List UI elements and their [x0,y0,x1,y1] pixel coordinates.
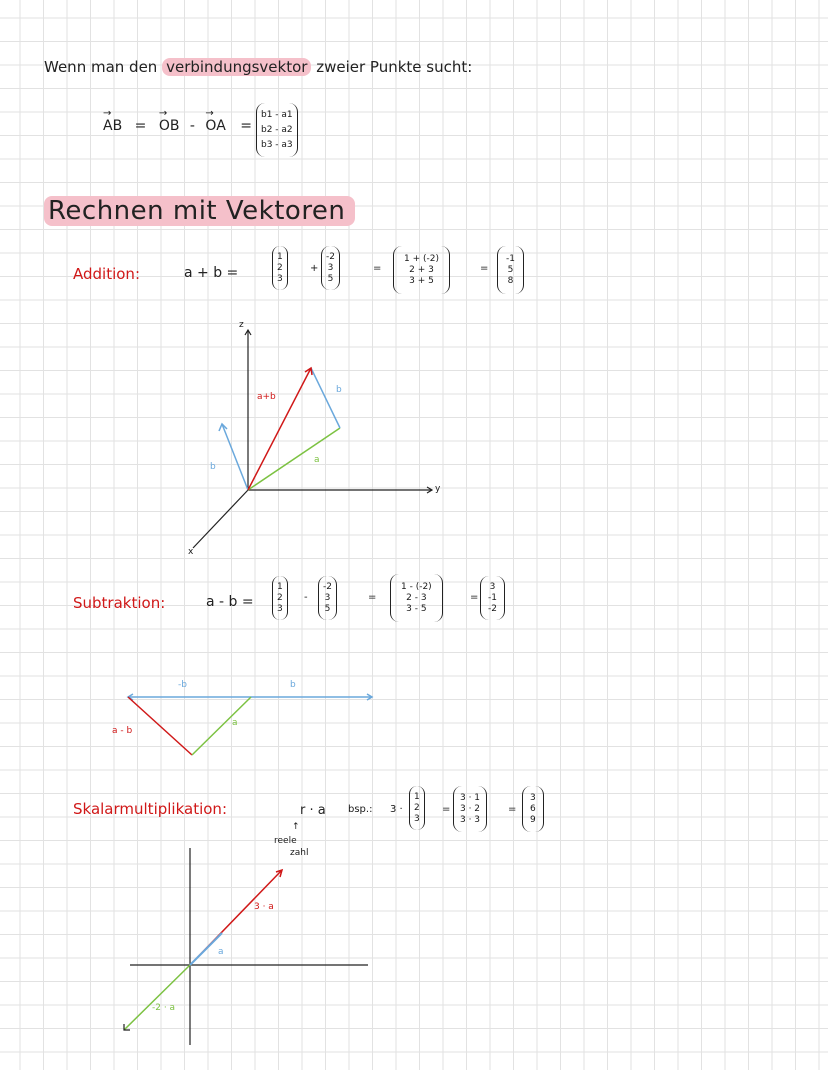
subtraktion-m3-r2: 2 - 3 [406,592,427,603]
skalar-m3-r1: 3 [530,792,536,803]
subtraktion-m2-r2: 3 [324,592,331,603]
skalar-m1 [409,786,425,830]
addition-a-label: a [314,455,320,465]
addition-m2-r2: 3 [327,262,334,273]
skalar-m3-r3: 9 [530,814,536,825]
addition-m1-r1: 1 [277,251,283,262]
addition-m4-r3: 8 [507,275,514,286]
subtraktion-b-label: b [290,680,296,690]
skalar-eq2: = [508,804,517,815]
subtraktion-m4-r2: -1 [488,592,497,603]
subtraktion-vector-a [192,697,251,755]
addition-m3-r3: 3 + 5 [409,275,434,286]
addition-m4-r1: -1 [506,253,515,264]
addition-m2-r1: -2 [326,251,335,262]
skalar-m1-r1: 1 [414,791,420,802]
addition-x-label: x [188,547,194,557]
skalar-note-2: zahl [290,848,309,858]
subtraktion-m1-r1: 1 [277,581,283,592]
skalar-m1-r2: 2 [414,802,420,813]
skalar-bsp: bsp.: [348,804,373,815]
subtraktion-m2-r1: -2 [323,581,332,592]
subtraktion-m3 [390,574,443,622]
addition-y-label: y [435,484,441,494]
addition-vector-sum [248,368,311,490]
subtraktion-m4 [480,576,505,620]
subtraktion-m3-r1: 1 - (-2) [401,581,432,592]
ab-oa: → OA [205,118,225,134]
addition-b-tip-label: b [336,385,342,395]
skalar-expr: r · a [300,803,326,818]
subtraktion-diff-label: a - b [112,726,133,736]
skalar-m3-r2: 6 [530,803,536,814]
skalar-label: Skalarmultiplikation: [73,800,227,818]
subtraktion-label: Subtraktion: [73,594,166,612]
addition-sum-label: a+b [257,392,276,402]
skalar-neg2a-label: -2 · a [152,1003,176,1013]
addition-expr: a + b = [184,265,239,281]
addition-op: + [310,263,319,274]
ab-minus: - [189,118,195,134]
addition-label: Addition: [73,265,140,283]
ab-eq2: = [240,118,252,134]
skalar-eq: = [442,804,451,815]
addition-m1-r2: 2 [277,262,283,273]
subtraktion-m3-r3: 3 - 5 [406,603,427,614]
ab-ob: → OB [159,118,180,134]
subtraktion-expr: a - b = [206,594,254,610]
subtraktion-m1-r2: 2 [277,592,283,603]
skalar-m2-r3: 3 · 3 [460,814,481,825]
ab-eq1: = [134,118,147,134]
skalar-m2-r1: 3 · 1 [460,792,481,803]
skalar-a-label: a [218,947,224,957]
subtraktion-a-label: a [232,718,238,728]
addition-vector-a [248,428,340,490]
subtraktion-m4-r3: -2 [488,603,497,614]
subtraktion-m2 [318,576,337,620]
ab-matrix-row3: b3 - a3 [261,139,293,150]
addition-eq: = [373,263,382,274]
subtraktion-neg-b-label: -b [178,680,187,690]
addition-m2-r3: 5 [327,273,334,284]
skalar-m3 [522,786,544,832]
addition-vector-b-origin [222,424,248,490]
skalar-vector-neg2a [124,965,190,1030]
addition-m4-r2: 5 [507,264,514,275]
addition-z-label: z [239,320,244,330]
ab-lhs: → AB [103,118,122,134]
addition-b-origin-label: b [210,462,216,472]
skalar-m2-r2: 3 · 2 [460,803,481,814]
addition-m3-r2: 2 + 3 [409,264,434,275]
addition-x-axis [193,490,248,548]
intro-before: Wenn man den [44,58,158,76]
intro-after: zweier Punkte sucht: [316,58,473,76]
intro-highlight: verbindungsvektor [162,58,311,76]
section-title-text: Rechnen mit Vektoren [44,196,355,226]
subtraktion-eq2: = [470,592,479,603]
addition-vector-b-tip [311,368,340,428]
addition-m3-r1: 1 + (-2) [404,253,439,264]
skalar-3a-label: 3 · a [254,902,274,912]
ab-matrix-row2: b2 - a2 [261,124,293,135]
addition-m1-r3: 3 [277,273,283,284]
subtraktion-vector-diff [128,697,192,755]
ab-matrix-row1: b1 - a1 [261,109,293,120]
skalar-note-1: reele [274,836,297,846]
subtraktion-m1 [272,576,288,620]
subtraktion-eq: = [368,592,377,603]
subtraktion-op: - [304,592,308,603]
subtraktion-m1-r3: 3 [277,603,283,614]
subtraktion-m4-r1: 3 [489,581,496,592]
skalar-m2 [453,786,487,832]
skalar-m1-r3: 3 [414,813,420,824]
subtraktion-m2-r3: 5 [324,603,331,614]
skalar-factor: 3 · [390,804,403,815]
skalar-note-arrow: ↑ [292,822,300,832]
addition-eq2: = [480,263,489,274]
